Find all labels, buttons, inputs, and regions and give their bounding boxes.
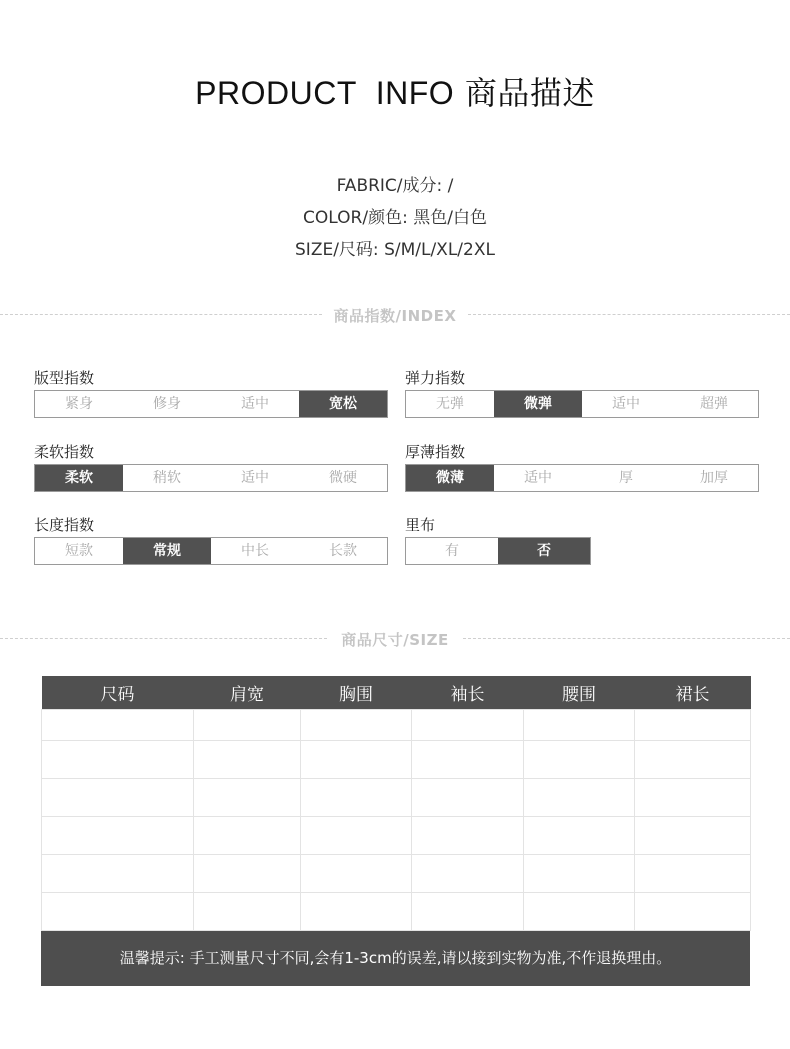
table-cell	[412, 740, 524, 778]
table-cell	[42, 816, 194, 854]
table-cell	[194, 778, 301, 816]
table-cell	[194, 740, 301, 778]
table-cell	[524, 778, 635, 816]
index-option: 厚	[619, 470, 633, 486]
index-option: 适中	[524, 470, 552, 486]
index-title: 柔软指数	[34, 443, 95, 461]
table-row	[42, 816, 751, 854]
table-cell	[194, 892, 301, 930]
size-table	[41, 676, 751, 931]
table-cell	[524, 740, 635, 778]
table-body	[42, 709, 751, 930]
index-option: 中长	[241, 543, 269, 559]
table-cell	[42, 778, 194, 816]
index-scale	[34, 537, 388, 565]
table-cell	[42, 709, 194, 740]
index-title: 弹力指数	[405, 369, 466, 387]
index-scale	[34, 390, 388, 418]
index-option: 稍软	[153, 470, 181, 486]
table-row	[42, 892, 751, 930]
index-divider	[0, 305, 790, 325]
index-option-selected: 常规	[123, 538, 211, 564]
table-cell	[301, 816, 412, 854]
table-row	[42, 740, 751, 778]
index-scale	[34, 464, 388, 492]
table-cell	[524, 709, 635, 740]
index-option: 加厚	[700, 470, 728, 486]
table-cell	[524, 816, 635, 854]
divider-line	[463, 638, 790, 639]
measurement-tip: 温馨提示: 手工测量尺寸不同,会有1-3cm的误差,请以接到实物为准,不作退换理由。	[41, 931, 750, 986]
index-option-selected: 微薄	[406, 465, 494, 491]
column-header: 袖长	[412, 676, 524, 709]
size-divider	[0, 629, 790, 649]
index-option-selected: 宽松	[299, 391, 387, 417]
index-option: 适中	[612, 396, 640, 412]
table-cell	[301, 740, 412, 778]
spec-list	[0, 170, 790, 266]
column-header: 尺码	[42, 676, 194, 709]
index-option-selected: 柔软	[35, 465, 123, 491]
index-title: 厚薄指数	[405, 443, 466, 461]
table-cell	[42, 740, 194, 778]
table-cell	[524, 854, 635, 892]
table-cell	[524, 892, 635, 930]
index-option: 适中	[241, 470, 269, 486]
divider-line	[468, 314, 790, 315]
column-header: 肩宽	[194, 676, 301, 709]
table-cell	[635, 740, 751, 778]
page-title	[0, 68, 790, 114]
table-row	[42, 709, 751, 740]
index-scale	[405, 464, 759, 492]
table-header-row	[42, 676, 751, 709]
spec-size: SIZE/尺码: S/M/L/XL/2XL	[295, 240, 495, 260]
table-cell	[301, 709, 412, 740]
index-section-label: 商品指数/INDEX	[333, 307, 457, 325]
column-header: 胸围	[301, 676, 412, 709]
table-cell	[412, 854, 524, 892]
table-cell	[635, 854, 751, 892]
table-cell	[412, 892, 524, 930]
table-cell	[635, 778, 751, 816]
column-header: 裙长	[635, 676, 751, 709]
index-option: 适中	[241, 396, 269, 412]
table-cell	[194, 709, 301, 740]
table-cell	[412, 778, 524, 816]
index-option: 长款	[329, 543, 357, 559]
table-cell	[42, 892, 194, 930]
table-row	[42, 854, 751, 892]
table-cell	[194, 816, 301, 854]
index-option: 微硬	[329, 470, 357, 486]
index-option: 无弹	[436, 396, 464, 412]
index-option-selected: 微弹	[494, 391, 582, 417]
table-cell	[42, 854, 194, 892]
index-option: 短款	[65, 543, 93, 559]
spec-fabric: FABRIC/成分: /	[336, 176, 454, 196]
size-table-wrap	[41, 676, 750, 986]
size-section-label: 商品尺寸/SIZE	[341, 631, 449, 649]
spec-color: COLOR/颜色: 黑色/白色	[303, 208, 487, 228]
table-cell	[412, 816, 524, 854]
title-cn: 商品描述	[464, 74, 595, 112]
index-option: 修身	[153, 396, 181, 412]
index-option: 超弹	[700, 396, 728, 412]
table-cell	[301, 854, 412, 892]
index-option: 有	[445, 543, 459, 559]
table-cell	[412, 709, 524, 740]
table-cell	[301, 778, 412, 816]
column-header: 腰围	[524, 676, 635, 709]
index-scale	[405, 537, 591, 565]
index-option: 紧身	[65, 396, 93, 412]
index-scale	[405, 390, 759, 418]
index-option-selected: 否	[498, 538, 590, 564]
table-row	[42, 778, 751, 816]
table-cell	[635, 709, 751, 740]
index-title: 里布	[405, 516, 436, 534]
table-cell	[635, 892, 751, 930]
table-cell	[194, 854, 301, 892]
title-en: PRODUCT INFO	[195, 75, 455, 111]
index-title: 长度指数	[34, 516, 95, 534]
table-cell	[635, 816, 751, 854]
table-cell	[301, 892, 412, 930]
index-title: 版型指数	[34, 369, 95, 387]
